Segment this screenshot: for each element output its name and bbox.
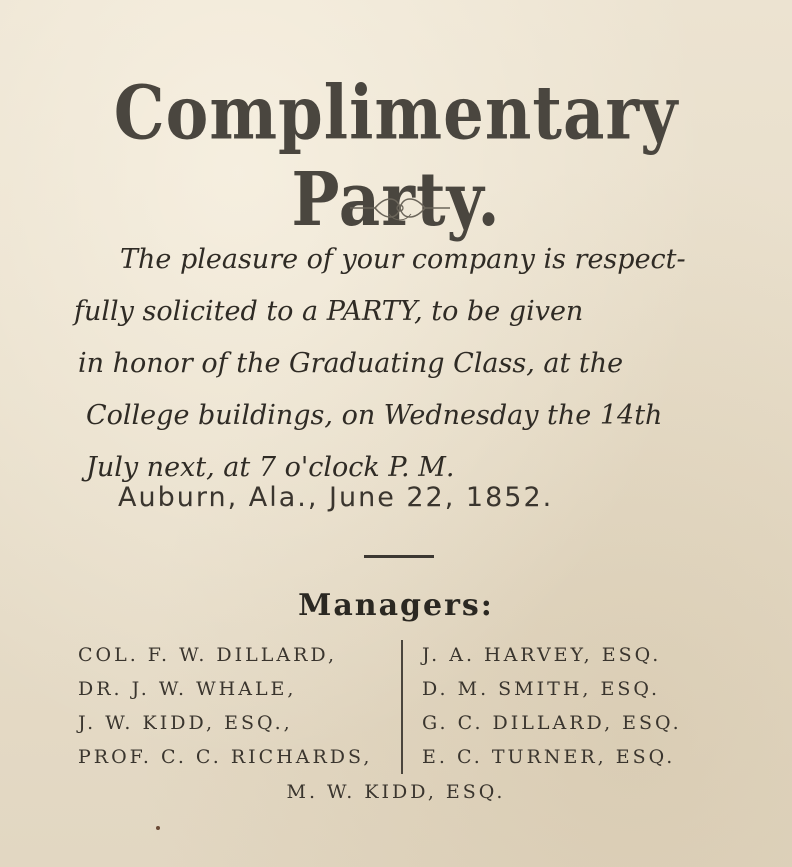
ornament-flourish-icon (345, 190, 455, 226)
manager-name: E. C. TURNER, ESQ. (422, 746, 676, 768)
ink-speck (156, 826, 160, 830)
manager-name-final: M. W. KIDD, ESQ. (286, 781, 506, 803)
column-divider (401, 640, 403, 774)
invitation-title: Complimentary Party. (113, 70, 679, 244)
manager-name: J. A. HARVEY, ESQ. (422, 644, 662, 666)
manager-name: J. W. KIDD, ESQ., (78, 712, 293, 734)
manager-name: G. C. DILLARD, ESQ. (422, 712, 682, 734)
manager-name: COL. F. W. DILLARD, (78, 644, 337, 666)
body-line: in honor of the Graduating Class, at the (78, 348, 624, 379)
managers-right-column (422, 638, 682, 774)
divider-rule (364, 555, 434, 558)
manager-name: D. M. SMITH, ESQ. (422, 678, 661, 700)
body-line: The pleasure of your company is respect- (120, 244, 686, 275)
body-line: fully solicited to a PARTY, to be given (74, 296, 584, 327)
date-line: Auburn, Ala., June 22, 1852. (118, 482, 554, 513)
manager-name: DR. J. W. WHALE, (78, 678, 297, 700)
managers-heading: Managers: (298, 588, 494, 623)
manager-name: PROF. C. C. RICHARDS, (78, 746, 373, 768)
managers-left-column (78, 638, 372, 774)
body-line: July next, at 7 o'clock P. M. (86, 452, 455, 483)
body-line: College buildings, on Wednesday the 14th (86, 400, 663, 431)
